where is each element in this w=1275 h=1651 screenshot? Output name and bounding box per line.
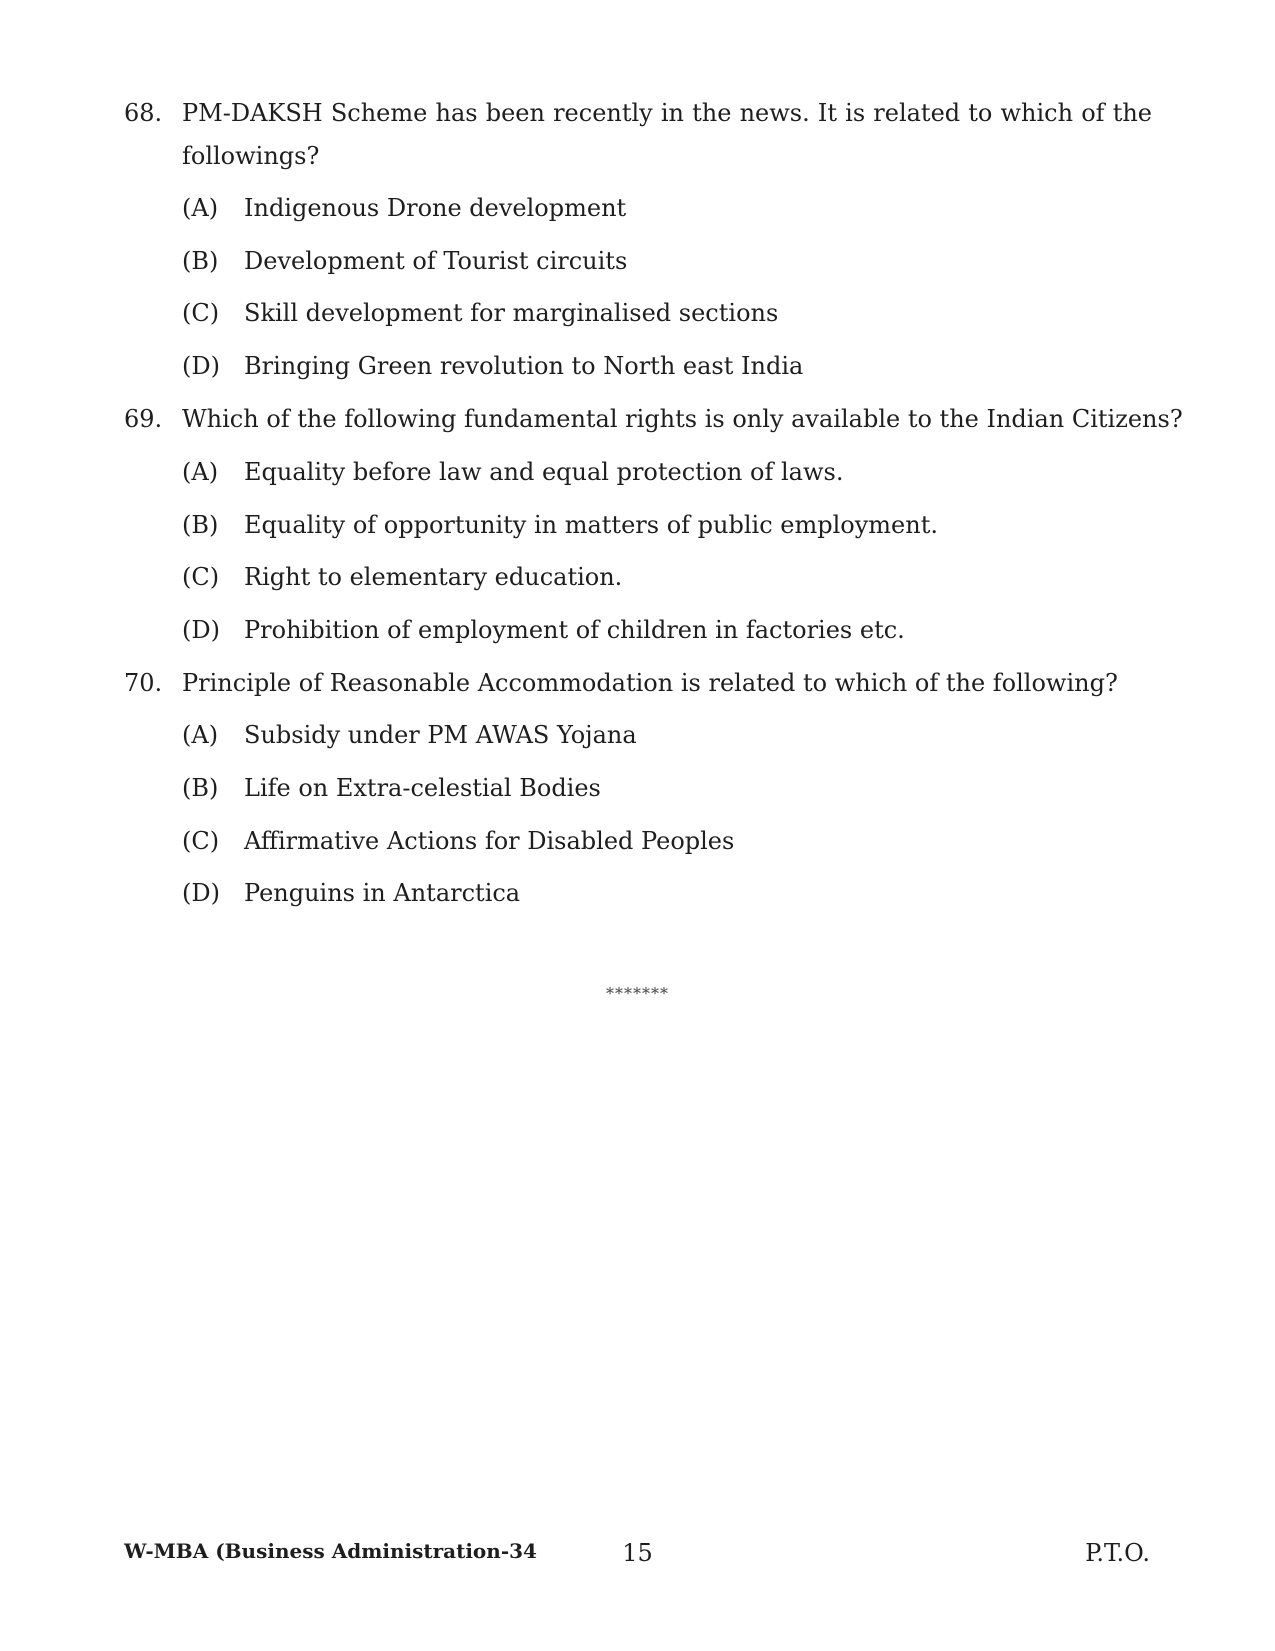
option-letter: (A) bbox=[182, 458, 219, 486]
page-number: 15 bbox=[622, 1539, 653, 1567]
option-letter: (D) bbox=[182, 616, 220, 644]
please-turn-over: P.T.O. bbox=[1085, 1539, 1150, 1567]
option-text: Development of Tourist circuits bbox=[244, 247, 628, 275]
option-text: Penguins in Antarctica bbox=[244, 879, 521, 907]
option-text: Right to elementary education. bbox=[244, 563, 623, 591]
option-letter: (D) bbox=[182, 879, 220, 907]
option-text: Prohibition of employment of children in factories etc. bbox=[244, 616, 905, 644]
option-text: Skill development for marginalised sections bbox=[244, 299, 779, 327]
option-letter: (A) bbox=[182, 194, 219, 222]
option-letter: (B) bbox=[182, 774, 219, 802]
question-number: 70. bbox=[124, 669, 163, 697]
option-letter: (A) bbox=[182, 721, 219, 749]
option-letter: (B) bbox=[182, 511, 219, 539]
option-text: Subsidy under PM AWAS Yojana bbox=[244, 721, 637, 749]
paper-code: W-MBA (Business Administration-34 bbox=[124, 1539, 537, 1563]
option-letter: (D) bbox=[182, 352, 220, 380]
question-number: 68. bbox=[124, 99, 163, 127]
end-of-questions-marker: ******* bbox=[606, 984, 669, 1003]
option-text: Indigenous Drone development bbox=[244, 194, 627, 222]
question-number: 69. bbox=[124, 405, 163, 433]
option-letter: (B) bbox=[182, 247, 219, 275]
option-text: Life on Extra-celestial Bodies bbox=[244, 774, 601, 802]
question-text: PM-DAKSH Scheme has been recently in the news. It is related to which of the bbox=[182, 99, 1152, 127]
question-text: Which of the following fundamental rights is only available to the Indian Citizens? bbox=[182, 405, 1183, 433]
option-letter: (C) bbox=[182, 299, 220, 327]
option-text: Affirmative Actions for Disabled Peoples bbox=[244, 827, 735, 855]
question-text-continued: followings? bbox=[182, 142, 320, 170]
option-text: Equality of opportunity in matters of public employment. bbox=[244, 511, 938, 539]
question-text: Principle of Reasonable Accommodation is related to which of the following? bbox=[182, 669, 1118, 697]
option-text: Bringing Green revolution to North east India bbox=[244, 352, 804, 380]
option-letter: (C) bbox=[182, 827, 220, 855]
option-letter: (C) bbox=[182, 563, 220, 591]
option-text: Equality before law and equal protection of laws. bbox=[244, 458, 844, 486]
